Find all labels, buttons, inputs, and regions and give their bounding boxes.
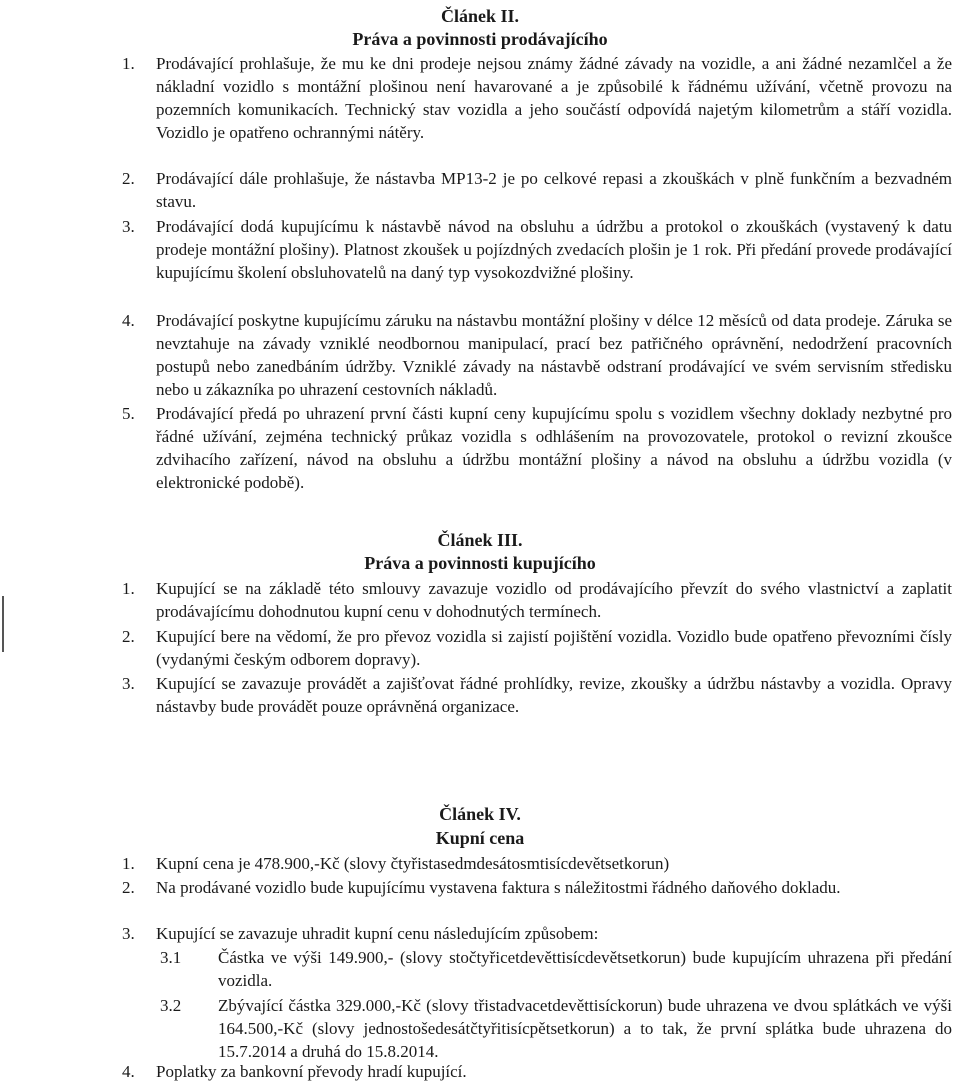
item-number: 3. <box>122 924 135 943</box>
item-text: Prodávající prohlašuje, že mu ke dni prodeje nejsou známy žádné závady na vozidle, a ani žádné nezamlčel a že nákladní vozidlo s montážní plošinou není havarované a je způsobilé k řádnému užívání, včetně provozu na pozemních komunikacích. Technický stav vozidla a jeho součástí odpovídá najetým kilometrům a stáří vozidla. Vozidlo je opatřeno ochrannými nátěry. <box>156 54 952 142</box>
item-text: Na prodávané vozidlo bude kupujícímu vystavena faktura s náležitostmi řádného daňového dokladu. <box>156 878 841 897</box>
item-text: Kupní cena je 478.900,-Kč (slovy čtyřistasedmdesátosmtisícdevětsetkorun) <box>156 854 670 873</box>
article-2-subtitle: Práva a povinnosti prodávajícího <box>352 29 608 49</box>
item-number: 3. <box>122 217 135 236</box>
scan-margin-mark <box>2 596 4 652</box>
item-number: 2. <box>122 169 135 188</box>
article-3-title: Článek III. <box>437 530 523 550</box>
item-number: 4. <box>122 311 135 330</box>
item-number: 4. <box>122 1062 135 1081</box>
item-number: 2. <box>122 627 135 646</box>
item-text: Prodávající poskytne kupujícímu záruku na nástavbu montážní plošiny v délce 12 měsíců od data prodeje. Záruka se nevztahuje na závady vzniklé neodbornou manipulací, prací bez patřičného oprávnění, nedodržení pracovních postupů nebo zanedbáním údržby. Vzniklé závady na nástavbě odstraní prodávající ve svém servisním středisku nebo u zákazníka po uhrazení cestovních nákladů. <box>156 311 952 399</box>
item-text: Poplatky za bankovní převody hradí kupující. <box>156 1062 467 1081</box>
item-number: 1. <box>122 54 135 73</box>
article-4-title: Článek IV. <box>439 804 521 824</box>
item-number: 2. <box>122 878 135 897</box>
item-number: 5. <box>122 404 135 423</box>
article-3-subtitle: Práva a povinnosti kupujícího <box>364 553 596 573</box>
subitem-text: Částka ve výši 149.900,- (slovy stočtyřicetdevěttisícdevětsetkorun) bude kupujícím uhrazena při předání vozidla. <box>218 948 952 990</box>
item-text: Kupující se zavazuje provádět a zajišťovat řádné prohlídky, revize, zkoušky a údržbu nástavby a vozidla. Opravy nástavby bude provádět pouze oprávněná organizace. <box>156 674 952 716</box>
item-text: Kupující se zavazuje uhradit kupní cenu následujícím způsobem: <box>156 924 599 943</box>
subitem-number: 3.2 <box>160 996 182 1015</box>
subitem-number: 3.1 <box>160 948 182 967</box>
item-number: 3. <box>122 674 135 693</box>
article-2-title: Článek II. <box>440 6 520 26</box>
item-text: Kupující bere na vědomí, že pro převoz vozidla si zajistí pojištění vozidla. Vozidlo bude opatřeno převozními čísly (vydanými českým odborem dopravy). <box>156 627 952 669</box>
item-number: 1. <box>122 579 135 598</box>
item-text: Prodávající dále prohlašuje, že nástavba MP13-2 je po celkové repasi a zkouškách v plně funkčním a bezvadném stavu. <box>156 169 952 211</box>
item-text: Kupující se na základě této smlouvy zavazuje vozidlo od prodávajícího převzít do svého vlastnictví a zaplatit prodávajícímu dohodnutou kupní cenu v dohodnutých termínech. <box>156 579 952 621</box>
subitem-text: Zbývající částka 329.000,-Kč (slovy třistadvacetdevěttisíckorun) bude uhrazena ve dvou splátkách ve výši 164.500,-Kč (slovy jednostošedesátčtyřitisícpětsetkorun) a to tak, že první splátka bude uhrazena do 15.7.2014 a druhá do 15.8.2014. <box>218 996 952 1061</box>
item-text: Prodávající předá po uhrazení první části kupní ceny kupujícímu spolu s vozidlem všechny doklady nezbytné pro řádné užívání, zejména technický průkaz vozidla s odhlášením na provozovatele, protokol o revizní zkoušce zdvihacího zařízení, návod na obsluhu a údržbu montážní plošiny a návod na obsluhu a údržbu vozidla (v elektronické podobě). <box>156 404 952 492</box>
item-number: 1. <box>122 854 135 873</box>
article-4-subtitle: Kupní cena <box>435 828 525 848</box>
item-text: Prodávající dodá kupujícímu k nástavbě návod na obsluhu a údržbu a protokol o zkouškách (vystavený k datu prodeje montážní plošiny). Platnost zkoušek u pojízdných zvedacích plošin je 1 rok. Při předání provede prodávající kupujícímu školení obsluhovatelů na daný typ vysokozdvižné plošiny. <box>156 217 952 282</box>
